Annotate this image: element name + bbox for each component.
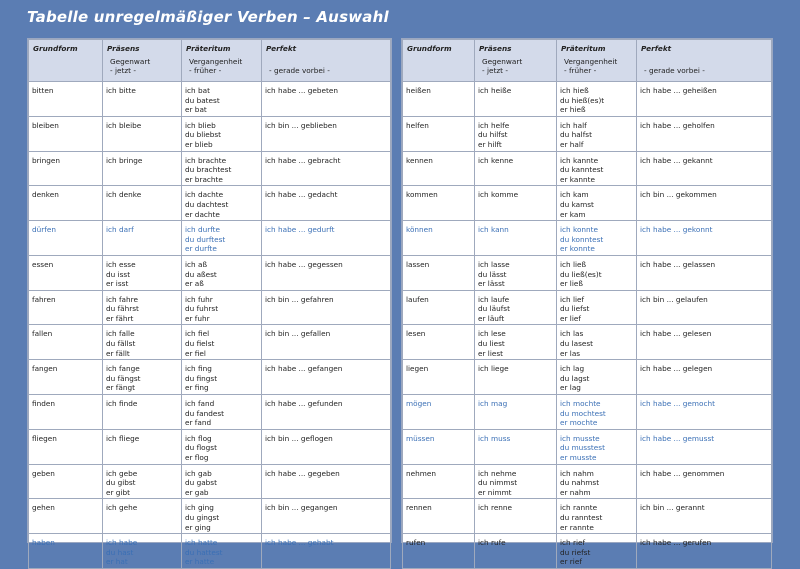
praeteritum-form: er konnte bbox=[560, 244, 595, 254]
verb-infinitive: fahren bbox=[29, 290, 103, 325]
praeteritum-form: du halfst bbox=[560, 130, 592, 140]
verb-infinitive: bitten bbox=[29, 82, 103, 117]
praesens-forms bbox=[475, 534, 557, 569]
praeteritum-form: du mochtest bbox=[560, 408, 606, 418]
praeteritum-form: du fuhrst bbox=[185, 304, 219, 314]
praesens-form: er liest bbox=[478, 348, 504, 358]
praeteritum-form: ich rannte bbox=[560, 503, 598, 513]
praeteritum-form: du riefst bbox=[560, 547, 591, 557]
verb-infinitive: fangen bbox=[29, 360, 103, 395]
praeteritum-forms bbox=[182, 221, 262, 256]
praeteritum-form: du brachtest bbox=[185, 165, 232, 175]
praesens-form: ich komme bbox=[478, 190, 519, 200]
praesens-forms bbox=[475, 360, 557, 395]
praesens-forms bbox=[103, 116, 182, 151]
header-grundform: Grundform bbox=[403, 40, 475, 82]
praesens-form: ich renne bbox=[478, 503, 513, 513]
verb-infinitive: nehmen bbox=[403, 464, 475, 499]
perfekt-form: ich habe ... gebeten bbox=[262, 82, 391, 117]
praeteritum-form: er dachte bbox=[185, 209, 220, 219]
verb-row bbox=[403, 221, 772, 256]
verb-infinitive: helfen bbox=[403, 116, 475, 151]
praesens-form: ich nehme bbox=[478, 468, 517, 478]
praesens-form: er isst bbox=[106, 279, 129, 289]
praeteritum-form: du nahmst bbox=[560, 478, 600, 488]
praesens-form: ich finde bbox=[106, 399, 138, 409]
perfekt-form: ich bin ... gekommen bbox=[637, 186, 772, 221]
perfekt-form: ich habe ... gegeben bbox=[262, 464, 391, 499]
verb-infinitive: kennen bbox=[403, 151, 475, 186]
praeteritum-form: er mochte bbox=[560, 418, 598, 428]
praeteritum-form: er rief bbox=[560, 557, 582, 567]
praesens-form: ich gebe bbox=[106, 468, 138, 478]
verb-row bbox=[403, 186, 772, 221]
praeteritum-forms bbox=[557, 360, 637, 395]
praeteritum-forms bbox=[182, 186, 262, 221]
verb-row bbox=[403, 360, 772, 395]
praesens-form: ich liege bbox=[478, 364, 509, 374]
verb-row bbox=[403, 429, 772, 464]
verb-infinitive: lesen bbox=[403, 325, 475, 360]
praesens-forms bbox=[103, 325, 182, 360]
praeteritum-form: du flogst bbox=[185, 443, 217, 453]
praeteritum-form: ich hieß bbox=[560, 86, 589, 95]
praesens-form: ich esse bbox=[106, 259, 136, 269]
verb-infinitive: gehen bbox=[29, 499, 103, 534]
praesens-form: er fängt bbox=[106, 383, 135, 393]
praesens-form: ich helfe bbox=[478, 120, 510, 130]
verb-infinitive: fallen bbox=[29, 325, 103, 360]
perfekt-form: ich habe ... gedacht bbox=[262, 186, 391, 221]
praeteritum-form: er hatte bbox=[185, 557, 215, 567]
right-verb-table-panel bbox=[401, 38, 773, 567]
praesens-form: du hast bbox=[106, 547, 134, 557]
praeteritum-form: du dachtest bbox=[185, 199, 229, 209]
praesens-form: ich falle bbox=[106, 329, 135, 339]
praeteritum-form: ich rief bbox=[560, 538, 586, 548]
praeteritum-form: ich fiel bbox=[185, 329, 210, 339]
praesens-form: er gibt bbox=[106, 487, 130, 497]
praeteritum-forms bbox=[182, 255, 262, 290]
praeteritum-form: er durfte bbox=[185, 244, 217, 254]
praesens-form: er fährt bbox=[106, 313, 134, 323]
praeteritum-form: ich nahm bbox=[560, 468, 594, 478]
praesens-forms bbox=[103, 534, 182, 569]
praeteritum-form: ich mochte bbox=[560, 399, 601, 409]
praeteritum-forms bbox=[182, 429, 262, 464]
perfekt-form: ich habe ... gemocht bbox=[637, 395, 772, 430]
praesens-form: ich lasse bbox=[478, 259, 510, 269]
verb-row bbox=[29, 360, 391, 395]
praeteritum-forms bbox=[182, 325, 262, 360]
praesens-forms bbox=[103, 82, 182, 117]
perfekt-form: ich habe ... gehabt bbox=[262, 534, 391, 569]
praesens-forms bbox=[475, 499, 557, 534]
verb-row bbox=[29, 499, 391, 534]
praeteritum-form: du ließ(es)t bbox=[560, 269, 602, 279]
praeteritum-form: ich bat bbox=[185, 86, 210, 95]
praesens-form: ich muss bbox=[478, 433, 511, 443]
praeteritum-form: du kamst bbox=[560, 199, 594, 209]
verb-row bbox=[403, 151, 772, 186]
praeteritum-form: ich dachte bbox=[185, 190, 224, 200]
verb-infinitive: fliegen bbox=[29, 429, 103, 464]
perfekt-form: ich habe ... gelegen bbox=[637, 360, 772, 395]
praeteritum-form: ich kam bbox=[560, 190, 589, 200]
verb-infinitive: heißen bbox=[403, 82, 475, 117]
praesens-form: du läufst bbox=[478, 304, 510, 314]
praeteritum-form: ich gab bbox=[185, 468, 212, 478]
praeteritum-form: er aß bbox=[185, 279, 204, 289]
header-praeteritum: Präteritum Vergangenheit - früher - bbox=[182, 40, 262, 82]
praesens-form: du gibst bbox=[106, 478, 136, 488]
praeteritum-form: du hieß(es)t bbox=[560, 95, 605, 105]
praeteritum-form: er las bbox=[560, 348, 581, 358]
perfekt-form: ich habe ... gelesen bbox=[637, 325, 772, 360]
header-praesens: Präsens Gegenwart - jetzt - bbox=[475, 40, 557, 82]
verb-row bbox=[403, 290, 772, 325]
verb-row bbox=[403, 395, 772, 430]
praeteritum-form: du lasest bbox=[560, 339, 594, 349]
praesens-form: du fällst bbox=[106, 339, 136, 349]
perfekt-form: ich habe ... gelassen bbox=[637, 255, 772, 290]
left-verb-table-panel bbox=[27, 38, 392, 567]
praeteritum-form: er bat bbox=[185, 105, 207, 115]
praeteritum-form: er kam bbox=[560, 209, 586, 219]
praesens-form: du hilfst bbox=[478, 130, 508, 140]
praeteritum-form: du lagst bbox=[560, 373, 590, 383]
praesens-forms bbox=[103, 151, 182, 186]
praesens-form: er hat bbox=[106, 557, 128, 567]
praesens-forms bbox=[475, 221, 557, 256]
praeteritum-form: ich las bbox=[560, 329, 584, 339]
perfekt-form: ich habe ... genommen bbox=[637, 464, 772, 499]
praesens-forms bbox=[103, 360, 182, 395]
praeteritum-form: er fing bbox=[185, 383, 209, 393]
verb-table-left-body bbox=[29, 82, 391, 569]
praesens-form: er hilft bbox=[478, 139, 502, 149]
praesens-form: ich kann bbox=[478, 225, 509, 235]
verb-infinitive: laufen bbox=[403, 290, 475, 325]
praesens-form: ich denke bbox=[106, 190, 142, 200]
praeteritum-form: ich fand bbox=[185, 399, 215, 409]
praeteritum-form: er lief bbox=[560, 313, 581, 323]
praesens-form: ich fahre bbox=[106, 294, 138, 304]
praesens-forms bbox=[103, 221, 182, 256]
praeteritum-forms bbox=[557, 429, 637, 464]
verb-row bbox=[29, 395, 391, 430]
praeteritum-form: er gab bbox=[185, 487, 209, 497]
verb-infinitive: dürfen bbox=[29, 221, 103, 256]
perfekt-form: ich habe ... gefangen bbox=[262, 360, 391, 395]
praesens-forms bbox=[475, 290, 557, 325]
praeteritum-form: er hieß bbox=[560, 105, 586, 115]
praeteritum-form: ich ließ bbox=[560, 259, 587, 269]
verb-table-right bbox=[402, 39, 772, 569]
header-row bbox=[29, 40, 391, 82]
praeteritum-form: du ranntest bbox=[560, 512, 603, 522]
praeteritum-form: ich brachte bbox=[185, 155, 227, 165]
praeteritum-form: du durftest bbox=[185, 234, 226, 244]
verb-row bbox=[29, 116, 391, 151]
page-title: Tabelle unregelmäßiger Verben – Auswahl bbox=[27, 8, 389, 26]
verb-infinitive: müssen bbox=[403, 429, 475, 464]
praeteritum-form: du fielst bbox=[185, 339, 215, 349]
perfekt-form: ich habe ... gerufen bbox=[637, 534, 772, 569]
praesens-form: er fällt bbox=[106, 348, 130, 358]
praesens-form: du fährst bbox=[106, 304, 139, 314]
verb-infinitive: bringen bbox=[29, 151, 103, 186]
praeteritum-forms bbox=[557, 290, 637, 325]
praeteritum-forms bbox=[557, 534, 637, 569]
header-grundform: Grundform bbox=[29, 40, 103, 82]
praeteritum-form: ich aß bbox=[185, 259, 208, 269]
praeteritum-form: er fiel bbox=[185, 348, 206, 358]
verb-infinitive: geben bbox=[29, 464, 103, 499]
praeteritum-form: du hattest bbox=[185, 547, 223, 557]
header-praesens: Präsens Gegenwart - jetzt - bbox=[103, 40, 182, 82]
praesens-forms bbox=[103, 255, 182, 290]
verb-infinitive: mögen bbox=[403, 395, 475, 430]
praesens-form: ich bitte bbox=[106, 86, 136, 95]
praeteritum-form: ich durfte bbox=[185, 225, 221, 235]
praeteritum-forms bbox=[182, 534, 262, 569]
praeteritum-form: du konntest bbox=[560, 234, 604, 244]
praeteritum-forms bbox=[557, 186, 637, 221]
verb-infinitive: lassen bbox=[403, 255, 475, 290]
praeteritum-form: du musstest bbox=[560, 443, 605, 453]
praeteritum-form: du kanntest bbox=[560, 165, 604, 175]
praeteritum-form: er rannte bbox=[560, 522, 594, 532]
verb-infinitive: haben bbox=[29, 534, 103, 569]
perfekt-form: ich habe ... geheißen bbox=[637, 82, 772, 117]
praeteritum-form: er musste bbox=[560, 453, 597, 462]
praeteritum-forms bbox=[557, 221, 637, 256]
praesens-forms bbox=[475, 82, 557, 117]
header-perfekt: Perfekt - gerade vorbei - bbox=[637, 40, 772, 82]
praeteritum-form: du gabst bbox=[185, 478, 217, 488]
praesens-form: du nimmst bbox=[478, 478, 518, 488]
praeteritum-forms bbox=[557, 325, 637, 360]
header-perfekt: Perfekt - gerade vorbei - bbox=[262, 40, 391, 82]
praeteritum-form: ich musste bbox=[560, 433, 600, 443]
praeteritum-form: er flog bbox=[185, 453, 209, 462]
praeteritum-forms bbox=[182, 499, 262, 534]
praeteritum-forms bbox=[557, 151, 637, 186]
verb-infinitive: rufen bbox=[403, 534, 475, 569]
praesens-form: er läuft bbox=[478, 313, 505, 323]
praeteritum-form: du aßest bbox=[185, 269, 217, 279]
verb-row bbox=[29, 325, 391, 360]
praeteritum-form: ich lief bbox=[560, 294, 585, 304]
praesens-forms bbox=[103, 395, 182, 430]
perfekt-form: ich bin ... geflogen bbox=[262, 429, 391, 464]
praesens-form: du isst bbox=[106, 269, 131, 279]
perfekt-form: ich bin ... gegangen bbox=[262, 499, 391, 534]
praesens-forms bbox=[103, 464, 182, 499]
praeteritum-form: du liefst bbox=[560, 304, 590, 314]
verb-row bbox=[403, 499, 772, 534]
praeteritum-forms bbox=[182, 360, 262, 395]
perfekt-form: ich habe ... gemusst bbox=[637, 429, 772, 464]
verb-row bbox=[403, 325, 772, 360]
verb-infinitive: finden bbox=[29, 395, 103, 430]
praeteritum-form: er ließ bbox=[560, 279, 583, 289]
perfekt-form: ich bin ... gelaufen bbox=[637, 290, 772, 325]
praesens-form: ich kenne bbox=[478, 155, 514, 165]
praesens-form: du liest bbox=[478, 339, 505, 349]
praeteritum-form: du fandest bbox=[185, 408, 225, 418]
header-row bbox=[403, 40, 772, 82]
praeteritum-forms bbox=[557, 395, 637, 430]
praeteritum-form: ich konnte bbox=[560, 225, 599, 235]
praeteritum-forms bbox=[182, 151, 262, 186]
praeteritum-form: ich fing bbox=[185, 364, 212, 374]
praeteritum-form: du gingst bbox=[185, 512, 220, 522]
praeteritum-forms bbox=[557, 82, 637, 117]
praeteritum-form: er kannte bbox=[560, 174, 595, 184]
praeteritum-form: ich kannte bbox=[560, 155, 599, 165]
verb-row bbox=[403, 116, 772, 151]
praesens-form: er nimmt bbox=[478, 487, 512, 497]
praesens-form: ich gehe bbox=[106, 503, 138, 513]
praeteritum-form: ich lag bbox=[560, 364, 585, 374]
praeteritum-forms bbox=[182, 82, 262, 117]
perfekt-form: ich habe ... gefunden bbox=[262, 395, 391, 430]
verb-infinitive: kommen bbox=[403, 186, 475, 221]
perfekt-form: ich bin ... gefallen bbox=[262, 325, 391, 360]
praeteritum-form: du bliebst bbox=[185, 130, 222, 140]
praeteritum-forms bbox=[557, 464, 637, 499]
verb-infinitive: essen bbox=[29, 255, 103, 290]
perfekt-form: ich bin ... gefahren bbox=[262, 290, 391, 325]
perfekt-form: ich bin ... geblieben bbox=[262, 116, 391, 151]
praeteritum-forms bbox=[182, 116, 262, 151]
praesens-form: ich fliege bbox=[106, 433, 140, 443]
perfekt-form: ich habe ... gebracht bbox=[262, 151, 391, 186]
praeteritum-form: er ging bbox=[185, 522, 211, 532]
perfekt-form: ich bin ... gerannt bbox=[637, 499, 772, 534]
verb-row bbox=[403, 464, 772, 499]
praesens-form: ich habe bbox=[106, 538, 138, 548]
praesens-forms bbox=[475, 464, 557, 499]
praeteritum-form: ich hatte bbox=[185, 538, 218, 548]
praesens-form: ich heiße bbox=[478, 86, 512, 95]
verb-infinitive: bleiben bbox=[29, 116, 103, 151]
praesens-form: er lässt bbox=[478, 279, 505, 289]
praeteritum-form: er half bbox=[560, 139, 584, 149]
praeteritum-form: du fingst bbox=[185, 373, 218, 383]
praesens-form: ich laufe bbox=[478, 294, 510, 304]
header-praeteritum: Präteritum Vergangenheit - früher - bbox=[557, 40, 637, 82]
praesens-forms bbox=[103, 499, 182, 534]
praeteritum-form: er nahm bbox=[560, 487, 591, 497]
perfekt-form: ich habe ... gekonnt bbox=[637, 221, 772, 256]
perfekt-form: ich habe ... gekannt bbox=[637, 151, 772, 186]
perfekt-form: ich habe ... gegessen bbox=[262, 255, 391, 290]
verb-row bbox=[29, 429, 391, 464]
praeteritum-forms bbox=[182, 395, 262, 430]
praesens-forms bbox=[475, 429, 557, 464]
praesens-forms bbox=[103, 429, 182, 464]
praeteritum-form: er blieb bbox=[185, 139, 213, 149]
praeteritum-form: er lag bbox=[560, 383, 581, 393]
praesens-form: ich mag bbox=[478, 399, 508, 409]
verb-infinitive: können bbox=[403, 221, 475, 256]
verb-row bbox=[29, 464, 391, 499]
praeteritum-form: ich blieb bbox=[185, 120, 216, 130]
praeteritum-form: er brachte bbox=[185, 174, 223, 184]
praesens-forms bbox=[103, 186, 182, 221]
praeteritum-forms bbox=[557, 116, 637, 151]
verb-row bbox=[29, 186, 391, 221]
praeteritum-form: er fand bbox=[185, 418, 212, 428]
praeteritum-forms bbox=[182, 464, 262, 499]
praesens-forms bbox=[475, 255, 557, 290]
praesens-form: ich bringe bbox=[106, 155, 143, 165]
verb-infinitive: liegen bbox=[403, 360, 475, 395]
verb-row bbox=[403, 534, 772, 569]
praesens-form: ich lese bbox=[478, 329, 506, 339]
praeteritum-forms bbox=[557, 499, 637, 534]
perfekt-form: ich habe ... geholfen bbox=[637, 116, 772, 151]
praesens-form: ich rufe bbox=[478, 538, 506, 548]
praesens-form: ich darf bbox=[106, 225, 134, 235]
praesens-forms bbox=[103, 290, 182, 325]
praesens-forms bbox=[475, 395, 557, 430]
praesens-form: ich fange bbox=[106, 364, 140, 374]
praeteritum-form: ich half bbox=[560, 120, 587, 130]
praesens-forms bbox=[475, 116, 557, 151]
praeteritum-form: ich fuhr bbox=[185, 294, 213, 304]
perfekt-form: ich habe ... gedurft bbox=[262, 221, 391, 256]
verb-row bbox=[29, 221, 391, 256]
verb-table-right-body bbox=[403, 82, 772, 569]
praesens-forms bbox=[475, 186, 557, 221]
praeteritum-form: du batest bbox=[185, 95, 220, 105]
praeteritum-forms bbox=[557, 255, 637, 290]
praeteritum-forms bbox=[182, 290, 262, 325]
praesens-forms bbox=[475, 151, 557, 186]
verb-row bbox=[403, 82, 772, 117]
praesens-form: du fängst bbox=[106, 373, 141, 383]
verb-row bbox=[29, 534, 391, 569]
praesens-form: ich bleibe bbox=[106, 120, 142, 130]
praeteritum-form: er fuhr bbox=[185, 313, 210, 323]
praesens-forms bbox=[475, 325, 557, 360]
verb-row bbox=[29, 82, 391, 117]
verb-row bbox=[29, 255, 391, 290]
verb-table-left bbox=[28, 39, 391, 569]
verb-infinitive: rennen bbox=[403, 499, 475, 534]
verb-row bbox=[29, 290, 391, 325]
praeteritum-form: ich ging bbox=[185, 503, 214, 513]
verb-row bbox=[403, 255, 772, 290]
verb-infinitive: denken bbox=[29, 186, 103, 221]
verb-row bbox=[29, 151, 391, 186]
praesens-form: du lässt bbox=[478, 269, 507, 279]
praeteritum-form: ich flog bbox=[185, 433, 212, 443]
